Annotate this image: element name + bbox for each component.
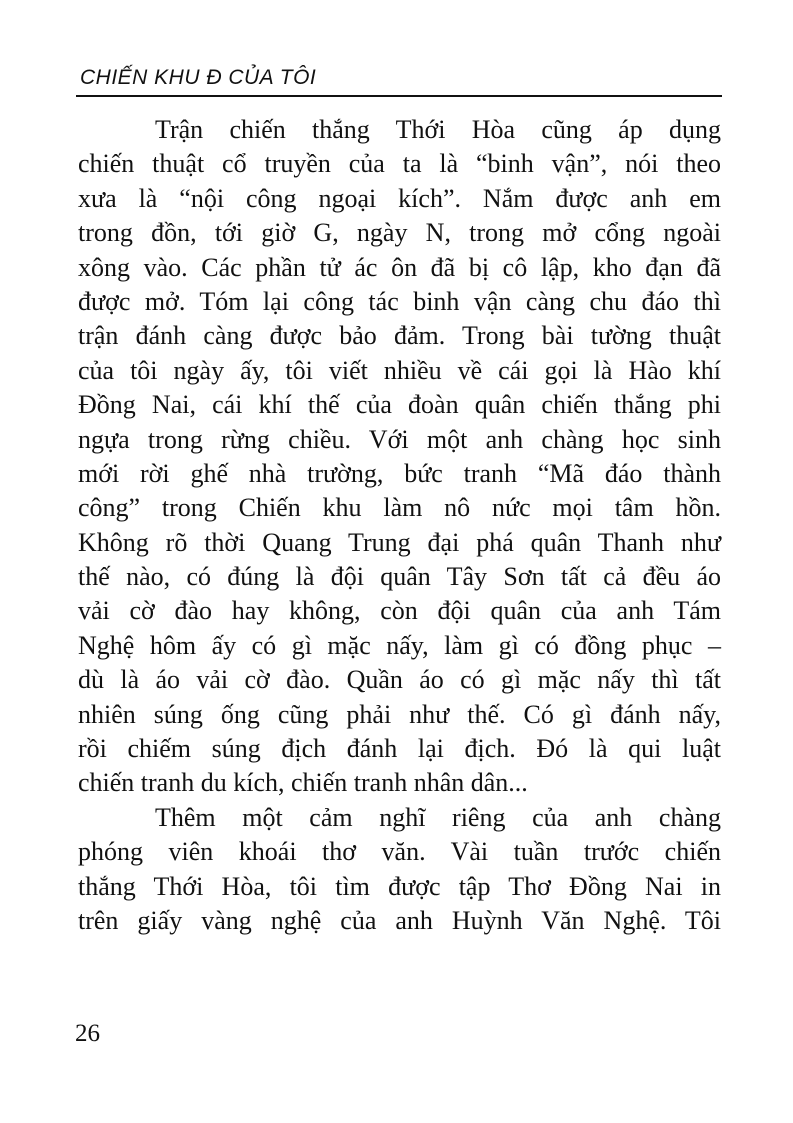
- text-line: xưa là “nội công ngoại kích”. Nắm được anh em: [78, 183, 721, 213]
- text-line: Đồng Nai, cái khí thế của đoàn quân chiến thắng phi: [78, 390, 721, 420]
- text-line: mới rời ghế nhà trường, bức tranh “Mã đáo thành: [78, 458, 721, 488]
- text-line: thắng Thới Hòa, tôi tìm được tập Thơ Đồng Nai in: [78, 871, 721, 901]
- text-line: thế nào, có đúng là đội quân Tây Sơn tất cả đều áo: [78, 562, 721, 592]
- text-line: được mở. Tóm lại công tác binh vận càng chu đáo thì: [78, 286, 721, 316]
- text-line: Không rõ thời Quang Trung đại phá quân Thanh như: [78, 527, 721, 557]
- text-line: Nghệ hôm ấy có gì mặc nấy, làm gì có đồng phục –: [78, 630, 721, 660]
- header-rule: [76, 95, 722, 97]
- text-line: trận đánh càng được bảo đảm. Trong bài tường thuật: [78, 321, 721, 351]
- text-line: xông vào. Các phần tử ác ôn đã bị cô lập, kho đạn đã: [78, 252, 721, 282]
- text-line: rồi chiếm súng địch đánh lại địch. Đó là qui luật: [78, 734, 721, 764]
- text-line: chiến thuật cổ truyền của ta là “binh vận”, nói theo: [78, 149, 721, 179]
- body-text: [78, 113, 721, 938]
- text-line: dù là áo vải cờ đào. Quần áo có gì mặc nấy thì tất: [78, 665, 721, 695]
- running-header: CHIẾN KHU Đ CỦA TÔI: [80, 66, 317, 89]
- text-line: trên giấy vàng nghệ của anh Huỳnh Văn Nghệ. Tôi: [78, 905, 721, 935]
- text-line: của tôi ngày ấy, tôi viết nhiều về cái gọi là Hào khí: [78, 355, 721, 385]
- text-line: vải cờ đào hay không, còn đội quân của anh Tám: [78, 596, 721, 626]
- text-line: công” trong Chiến khu làm nô nức mọi tâm hồn.: [78, 493, 721, 523]
- text-line: ngựa trong rừng chiều. Với một anh chàng học sinh: [78, 424, 721, 454]
- text-line: phóng viên khoái thơ văn. Vài tuần trước chiến: [78, 837, 721, 867]
- text-line: Thêm một cảm nghĩ riêng của anh chàng: [155, 802, 721, 832]
- page-number: 26: [75, 1020, 100, 1047]
- text-line: nhiên súng ống cũng phải như thế. Có gì đánh nấy,: [78, 699, 721, 729]
- text-line: Trận chiến thắng Thới Hòa cũng áp dụng: [155, 115, 721, 144]
- text-line: trong đồn, tới giờ G, ngày N, trong mở cổng ngoài: [78, 218, 721, 248]
- text-line: chiến tranh du kích, chiến tranh nhân dân...: [78, 768, 528, 798]
